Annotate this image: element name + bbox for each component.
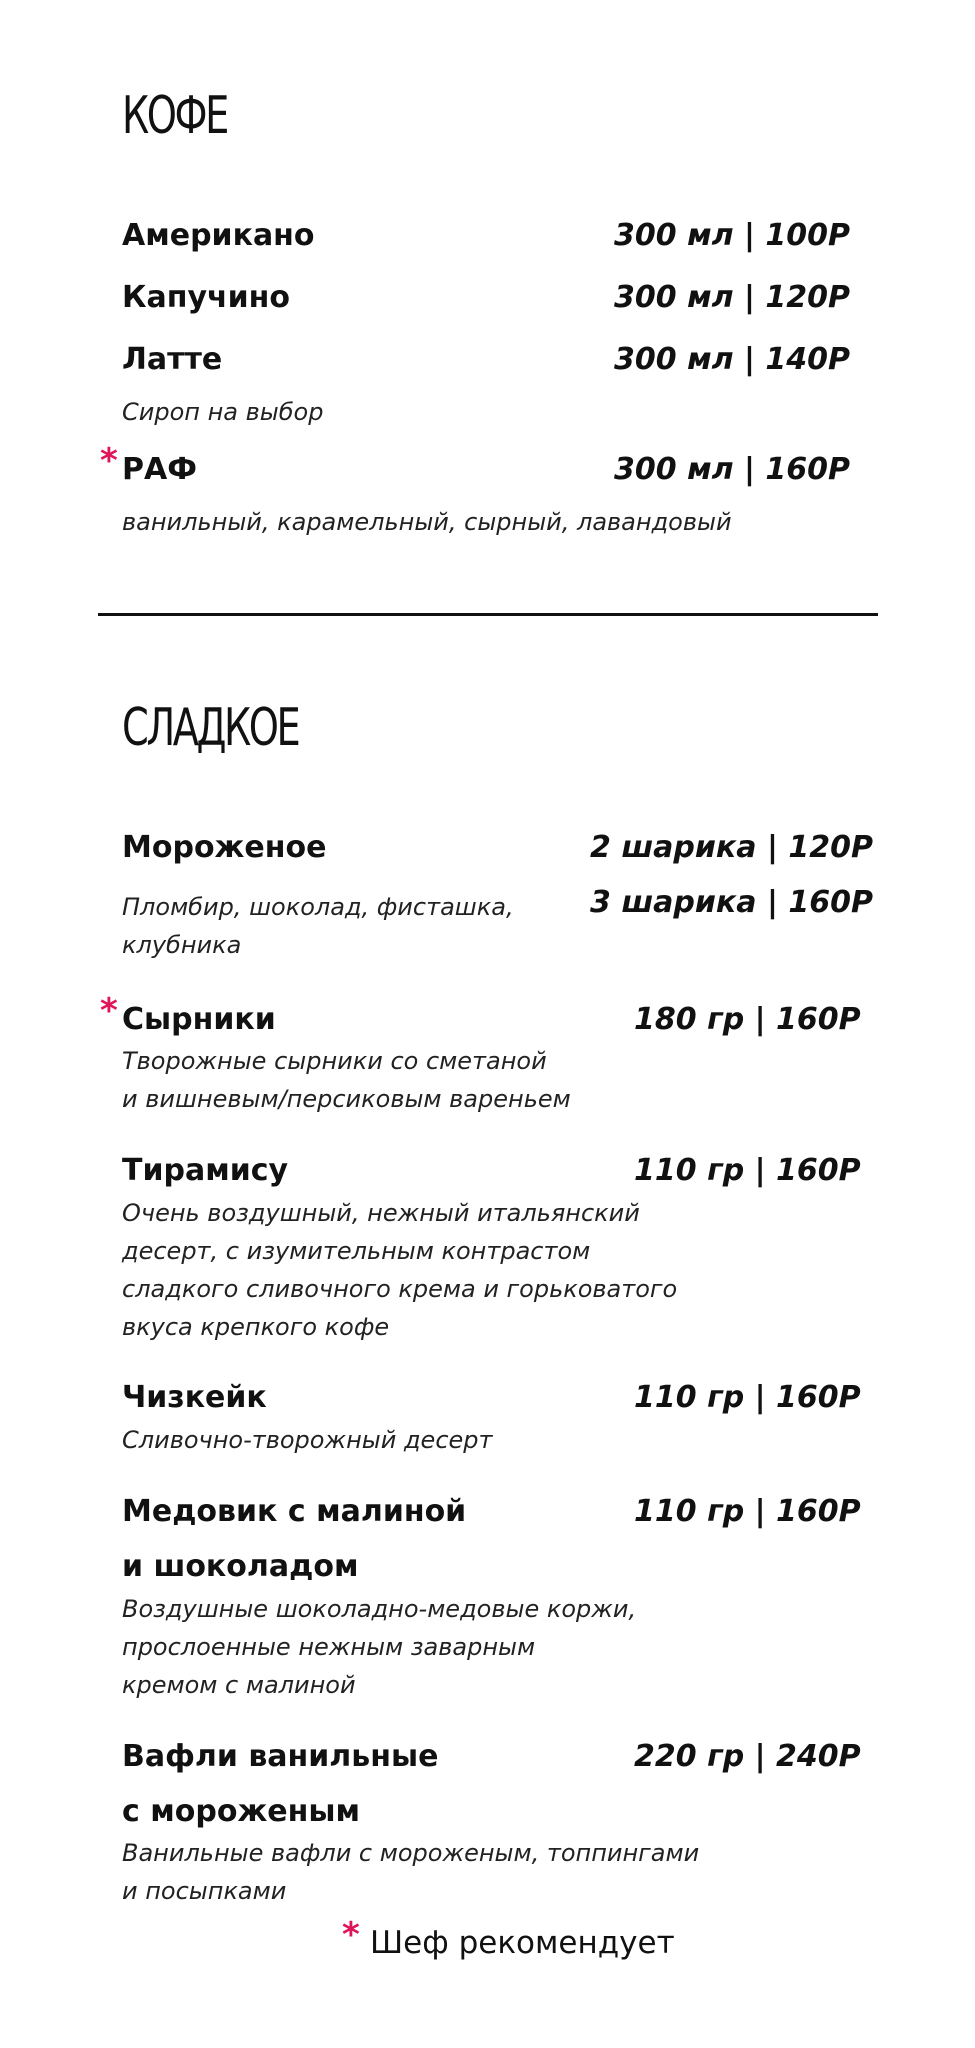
menu-item-name-latte: Латте — [122, 342, 223, 377]
menu-item-desc-raf: ванильный, карамельный, сырный, лавандовый — [122, 508, 732, 536]
menu-item-name-raf: РАФ — [122, 452, 197, 487]
menu-item-name-waffles-line2: с мороженым — [122, 1794, 361, 1829]
section-title-coffee: КОФЕ — [122, 86, 227, 146]
menu-item-desc-tiramisu-line3: сладкого сливочного крема и горьковатого — [122, 1275, 678, 1303]
menu-item-desc-waffles-line2: и посыпками — [122, 1877, 287, 1905]
menu-item-desc-medovik-line1: Воздушные шоколадно-медовые коржи, — [122, 1595, 637, 1623]
menu-item-name-icecream: Мороженое — [122, 830, 327, 865]
menu-item-name-medovik-line2: и шоколадом — [122, 1549, 359, 1584]
menu-item-desc-latte: Сироп на выбор — [122, 398, 324, 426]
menu-item-price-waffles: 220 гр | 240Р — [634, 1739, 861, 1774]
menu-item-name-cappuccino: Капучино — [122, 280, 291, 315]
menu-item-price-tiramisu: 110 гр | 160Р — [634, 1153, 861, 1188]
menu-item-price-americano: 300 мл | 100Р — [614, 218, 851, 253]
menu-item-desc-medovik-line3: кремом с малиной — [122, 1671, 356, 1699]
menu-item-name-tiramisu: Тирамису — [122, 1153, 289, 1188]
menu-item-price-medovik: 110 гр | 160Р — [634, 1494, 861, 1529]
menu-item-name-cheesecake: Чизкейк — [122, 1380, 267, 1415]
menu-item-price-raf: 300 мл | 160Р — [614, 452, 851, 487]
section-divider — [98, 613, 878, 616]
chef-star-icon: * — [100, 441, 118, 481]
menu-item-price-cheesecake: 110 гр | 160Р — [634, 1380, 861, 1415]
menu-item-desc-icecream-line2: клубника — [122, 931, 242, 959]
menu-item-desc-waffles-line1: Ванильные вафли с мороженым, топпингами — [122, 1839, 700, 1867]
menu-item-name-syrniki: Сырники — [122, 1002, 276, 1037]
menu-item-desc-syrniki-line2: и вишневым/персиковым вареньем — [122, 1085, 571, 1113]
chef-star-icon: * — [100, 991, 118, 1031]
menu-item-price-syrniki: 180 гр | 160Р — [634, 1002, 861, 1037]
menu-item-price-cappuccino: 300 мл | 120Р — [614, 280, 851, 315]
menu-item-desc-cheesecake: Сливочно-творожный десерт — [122, 1426, 493, 1454]
menu-item-name-medovik-line1: Медовик с малиной — [122, 1494, 467, 1529]
menu-item-desc-tiramisu-line2: десерт, с изумительным контрастом — [122, 1237, 591, 1265]
menu-item-name-waffles-line1: Вафли ванильные — [122, 1739, 439, 1774]
menu-item-price-icecream-2: 2 шарика | 120Р — [590, 830, 873, 865]
menu-item-desc-syrniki-line1: Творожные сырники со сметаной — [122, 1047, 547, 1075]
menu-item-desc-tiramisu-line1: Очень воздушный, нежный итальянский — [122, 1199, 640, 1227]
menu-item-desc-icecream-line1: Пломбир, шоколад, фисташка, — [122, 893, 514, 921]
menu-item-desc-medovik-line2: прослоенные нежным заварным — [122, 1633, 536, 1661]
menu-item-price-icecream-3: 3 шарика | 160Р — [590, 885, 873, 920]
menu-item-desc-tiramisu-line4: вкуса крепкого кофе — [122, 1313, 390, 1341]
legend-chef-recommends: Шеф рекомендует — [370, 1925, 675, 1961]
section-title-sweets: СЛАДКОЕ — [122, 698, 299, 758]
menu-item-price-latte: 300 мл | 140Р — [614, 342, 851, 377]
menu-item-name-americano: Американо — [122, 218, 315, 253]
chef-star-icon: * — [342, 1915, 360, 1955]
